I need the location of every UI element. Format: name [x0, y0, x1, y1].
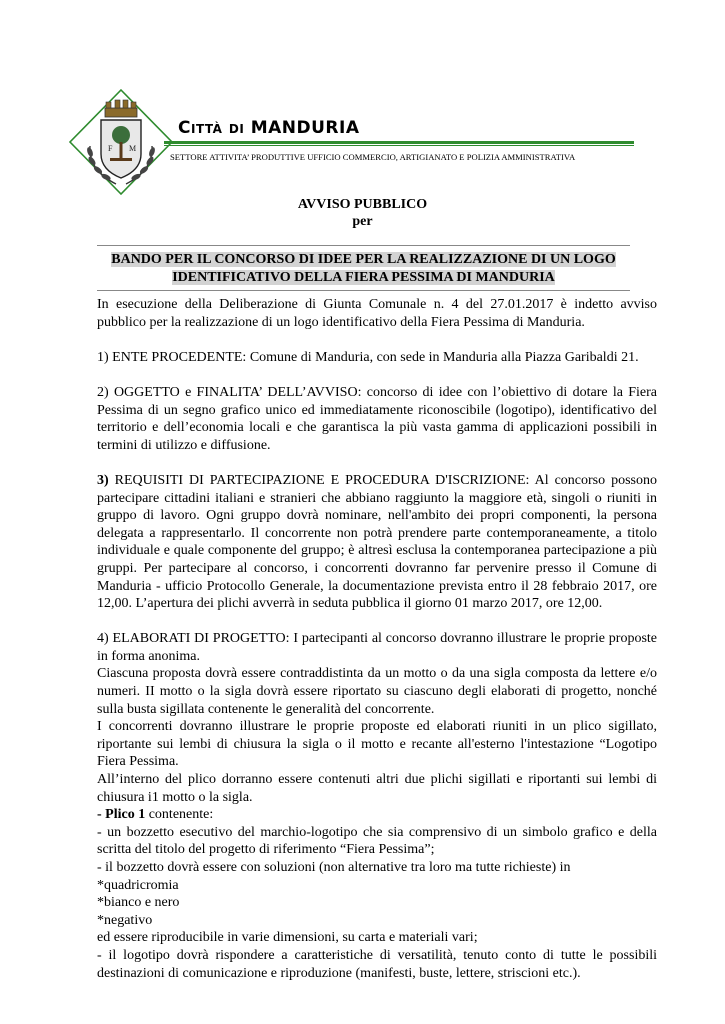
notice-for: per — [352, 214, 373, 229]
bando-title-box — [97, 245, 630, 291]
emblem-letter-right: M — [129, 144, 137, 153]
city-title-name: MANDURIA — [250, 118, 360, 138]
header-rule — [164, 141, 634, 144]
bando-title-line2: IDENTIFICATIVO DELLA FIERA PESSIMA DI MANDURIA — [172, 270, 555, 285]
section-2-paragraph: 2) OGGETTO e FINALITA’ DELL’AVVISO: concorso di idee con l’obiettivo di dotare la Fiera Pessima di un segno grafico unico ed immediatamente riconoscibile (logotipo), identificativo del territorio e dell’economia locali e che garantisca la più vasta gamma di applicazioni possibili in termini di utilizzo e diffusione. — [97, 384, 657, 453]
plico-1-rest: contenente: — [145, 807, 214, 823]
list-item: ed essere riproducibile in varie dimensioni, su carta e materiali vari; — [97, 930, 478, 946]
section-4-paragraph-c: I concorrenti dovranno illustrare le proprie proposte ed elaborati riuniti in un plico sigillato, riportante sui lembi di chiusura la sigla o il motto e recante all'esterno l'intestazione “Logotipo Fiera Pessima. — [97, 719, 657, 770]
section-3-number: 3) — [97, 472, 109, 488]
list-item: *negativo — [97, 912, 153, 928]
section-4-paragraph-d: All’interno del plico dorranno essere contenuti altri due plichi sigillati e riportanti sui lembi di chiusura i1 motto o la sigla. — [97, 772, 657, 805]
list-item: *quadricromia — [97, 877, 179, 893]
section-4-paragraph-a: 4) ELABORATI DI PROGETTO: I partecipanti al concorso dovranno illustrare le proprie proposte in forma anonima. — [97, 631, 657, 664]
notice-title: AVVISO PUBBLICO — [297, 197, 428, 212]
emblem-letter-left: F — [108, 144, 113, 153]
list-item: *bianco e nero — [97, 895, 180, 911]
sector-subtitle: SETTORE ATTIVITA’ PRODUTTIVE UFFICIO COMMERCIO, ARTIGIANATO E POLIZIA AMMINISTRATIVA — [170, 152, 576, 162]
plico-1-heading — [97, 806, 657, 824]
header-rule-thin — [164, 145, 634, 146]
city-coat-of-arms — [68, 88, 174, 196]
document-body — [97, 296, 657, 982]
city-title — [178, 118, 360, 138]
section-4-paragraph-b: Ciascuna proposta dovrà essere contraddistinta da un motto o da una sigla composta da lettere e/o numeri. II motto o la sigla dovrà essere riportato su ciascuno degli elaborati di progetto, nonché sulla busta sigillata contenente le generalità del concorrente. — [97, 666, 657, 717]
plico-1-label: - Plico 1 — [97, 807, 146, 823]
section-3-paragraph — [97, 472, 657, 613]
section-1-paragraph: 1) ENTE PROCEDENTE: Comune di Manduria, con sede in Manduria alla Piazza Garibaldi 21. — [97, 349, 639, 365]
city-title-prefix: Città di — [178, 118, 245, 138]
intro-paragraph: In esecuzione della Deliberazione di Giunta Comunale n. 4 del 27.01.2017 è indetto avviso pubblico per la realizzazione di un logo identificativo della Fiera Pessima di Manduria. — [97, 297, 657, 330]
list-item: - il bozzetto dovrà essere con soluzioni (non alternative tra loro ma tutte richieste) in — [97, 860, 571, 875]
bando-title-line1: BANDO PER IL CONCORSO DI IDEE PER LA REALIZZAZIONE DI UN LOGO — [111, 252, 616, 267]
section-3-text: REQUISITI DI PARTECIPAZIONE E PROCEDURA D'ISCRIZIONE: Al concorso possono partecipare cittadini italiani e stranieri che abbiano raggiunto la maggiore età, singoli o riuniti in gruppo di lavoro. Ogni gruppo dovrà nominare, nell'ambito dei propri componenti, la persona delegata a rappresentarlo. Il concorrente non potrà prendere parte contemporaneamente, a titolo individuale e quale componente del gruppo; è altresì esclusa la contemporanea partecipazione a più gruppi. Per partecipare al concorso, i concorrenti dovranno far pervenire presso il Comune di Manduria - ufficio Protocollo Generale, la documentazione prevista entro il 28 febbraio 2017, ore 12,00. L’apertura dei plichi avverrà in seduta pubblica il giorno 01 marzo 2017, ore 12,00. — [97, 472, 657, 612]
list-item: - un bozzetto esecutivo del marchio-logotipo che sia comprensivo di un simbolo grafico e della scritta del titolo del progetto di riferimento “Fiera Pessima”; — [97, 824, 657, 858]
list-item: - il logotipo dovrà rispondere a caratteristiche di versatilità, tenuto conto di tutte le possibili destinazioni di comunicazione e riproduzione (manifesti, buste, lettere, striscioni etc.). — [97, 947, 657, 981]
